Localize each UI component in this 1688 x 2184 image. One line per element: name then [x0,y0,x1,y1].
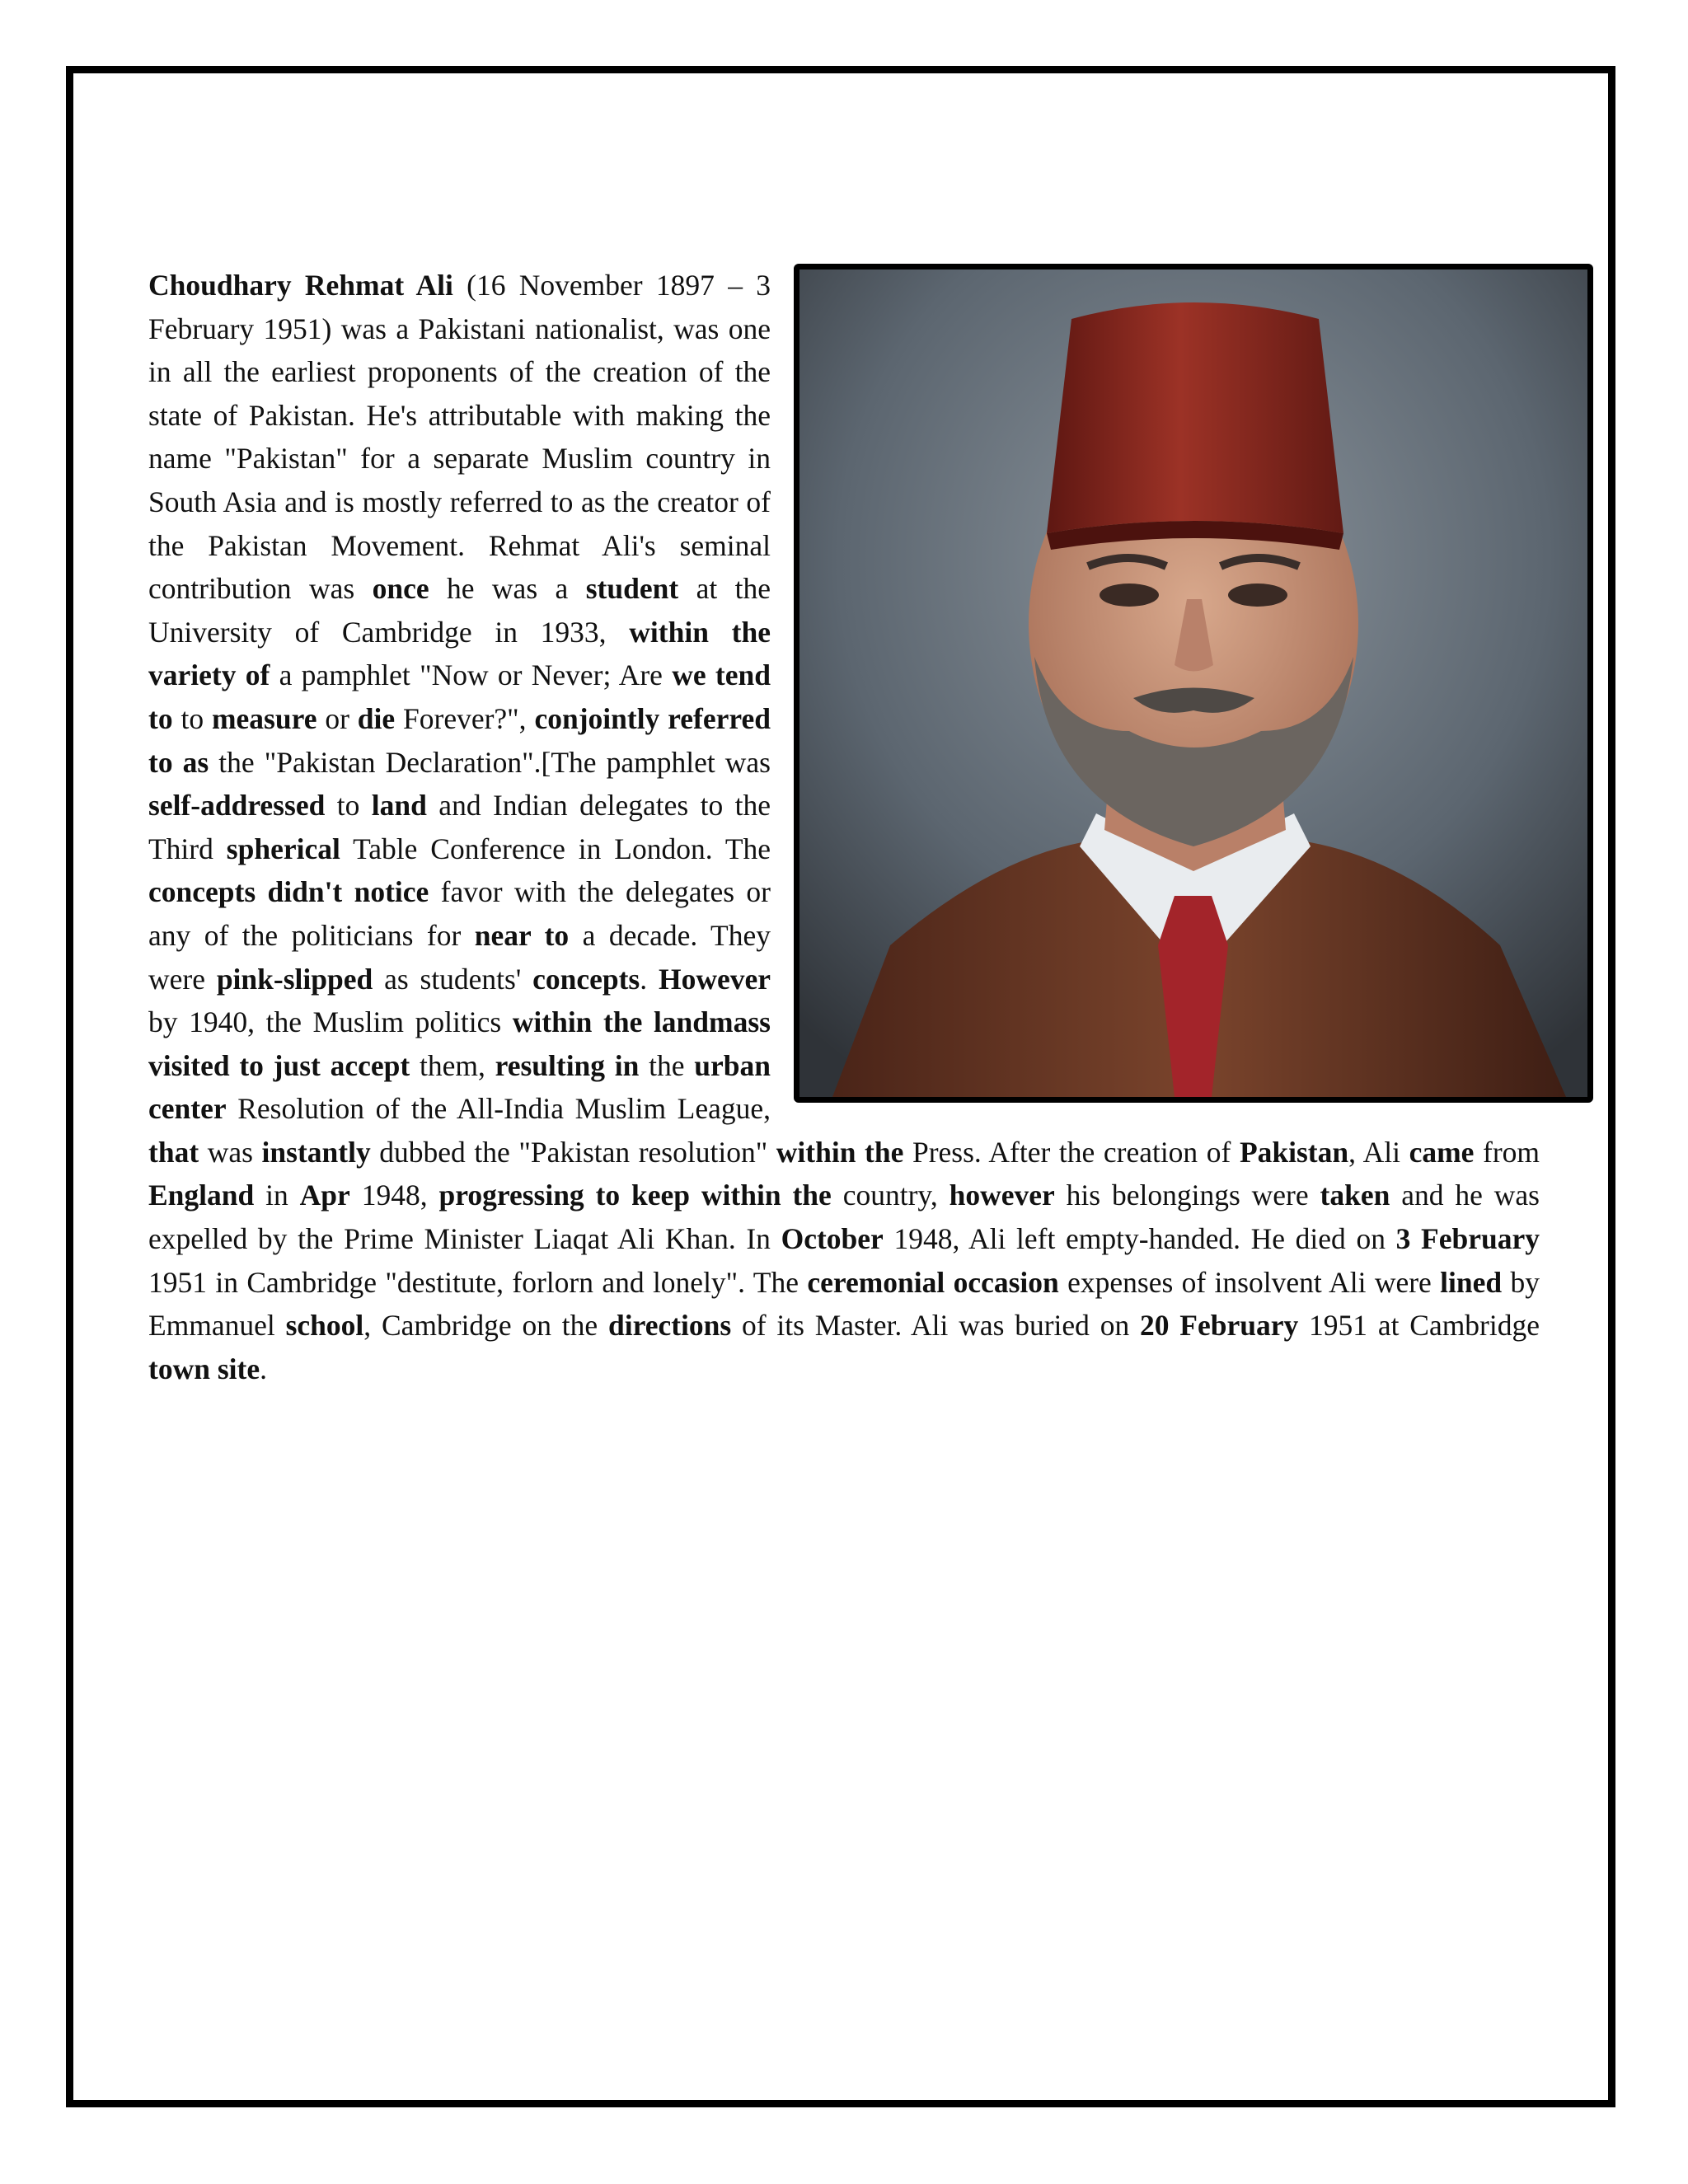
bold-run: progressing to keep within the [438,1179,832,1212]
text-run: and he was expelled by the Prime Minister Liaqat Ali Khan. In [148,1179,1540,1256]
text-run: expenses of insolvent Ali were [1058,1265,1441,1299]
bold-run: however [949,1179,1055,1212]
text-run: , Cambridge on the [363,1309,608,1343]
text-run: 1948, Ali left empty-handed. He died on [883,1222,1396,1256]
text-run: 1951 in Cambridge "destitute, forlorn and lonely". The [148,1265,808,1299]
text-run: by 1940, the Muslim politics [148,1005,513,1039]
text-run: favor with the delegates or any of the politicians for [148,875,771,952]
bold-run: England [148,1179,255,1212]
bold-run: Choudhary Rehmat Ali [148,269,453,302]
text-run: at the University of Cambridge in 1933, [148,572,771,649]
text-run: from [1474,1135,1540,1169]
text-run: his belongings were [1054,1179,1320,1212]
bold-run: within the landmass visited to just accept [148,1005,771,1082]
bold-run: 20 February [1140,1309,1299,1343]
bold-run: October [781,1222,884,1256]
bold-run: Pakistan [1239,1135,1349,1169]
text-run: (16 November 1897 – 3 February 1951) was a Pakistani nationalist, was one in all the earliest proponents of the creation of the state of Pakistan. He's attributable with making the name "Pakistan" for a separate Muslim country in South Asia and is mostly referred to as the creator of the Pakistan Movement. Rehmat Ali's seminal contribution was [148,269,771,606]
text-run: a pamphlet "Now or Never; Are [270,658,673,692]
text-run: country, [831,1179,950,1212]
text-run: and Indian delegates to the Third [148,789,771,865]
bold-run: conjointly referred to as [148,701,771,779]
text-run: was [199,1135,262,1169]
article-body [148,264,1540,1390]
bold-run: spherical [226,832,340,865]
bold-run: within the [776,1135,904,1169]
text-run: in [254,1179,300,1212]
bold-run: die [357,701,396,735]
bold-run: measure [211,701,317,735]
left-eye [1100,583,1159,607]
text-run: by Emmanuel [148,1265,1540,1343]
text-run: , Ali [1348,1135,1409,1169]
text-run: 1948, [349,1179,439,1212]
fez-hat [1047,302,1343,533]
bold-run: self-addressed [148,789,326,823]
text-run: a decade. They were [148,918,771,996]
bold-run: within the variety of [148,615,771,692]
text-run: Press. After the creation of [903,1135,1240,1169]
text-run: 1951 at Cambridge [1298,1309,1540,1343]
bold-run: ceremonial occasion [807,1265,1059,1299]
bold-run: town site [148,1352,260,1385]
bold-run: once [372,572,429,606]
bold-run: instantly [261,1135,371,1169]
bold-run: we tend to [148,658,771,735]
bold-run: resulting in [495,1048,640,1082]
bold-run: near to [474,918,570,952]
bold-run: pink-slipped [216,962,373,996]
bold-run: student [585,572,679,606]
bold-run: concepts didn't notice [148,875,429,909]
bold-run: taken [1320,1179,1390,1212]
bold-run: concepts [532,962,640,996]
text-run: . [640,962,659,996]
text-run: the "Pakistan Declaration".[The pamphlet was [209,745,771,779]
bold-run: 3 February [1395,1222,1540,1256]
bold-run: lined [1440,1265,1503,1299]
bold-run: urban center [148,1048,771,1126]
text-run: them, [410,1048,495,1082]
bold-run: However [658,962,771,996]
right-eye [1228,583,1287,607]
text-run: he was a [429,572,586,606]
portrait-photo [794,264,1593,1103]
text-run: dubbed the "Pakistan resolution" [370,1135,776,1169]
text-run: Resolution of the All-India Muslim League, [226,1092,771,1126]
text-run: as students' [373,962,533,996]
bold-run: directions [607,1309,732,1343]
bold-run: land [371,789,427,823]
portrait-illustration [799,269,1587,1097]
text-run: Table Conference in London. The [340,832,771,865]
text-run: Forever?", [395,701,535,735]
text-run: . [260,1352,267,1385]
text-run: to [325,789,372,823]
bold-run: school [285,1309,364,1343]
bold-run: Apr [299,1179,350,1212]
text-run: of its Master. Ali was buried on [731,1309,1140,1343]
text-run: or [316,701,358,735]
bold-run: that [148,1135,199,1169]
bold-run: came [1409,1135,1475,1169]
text-run: to [172,701,212,735]
text-run: the [639,1048,695,1082]
